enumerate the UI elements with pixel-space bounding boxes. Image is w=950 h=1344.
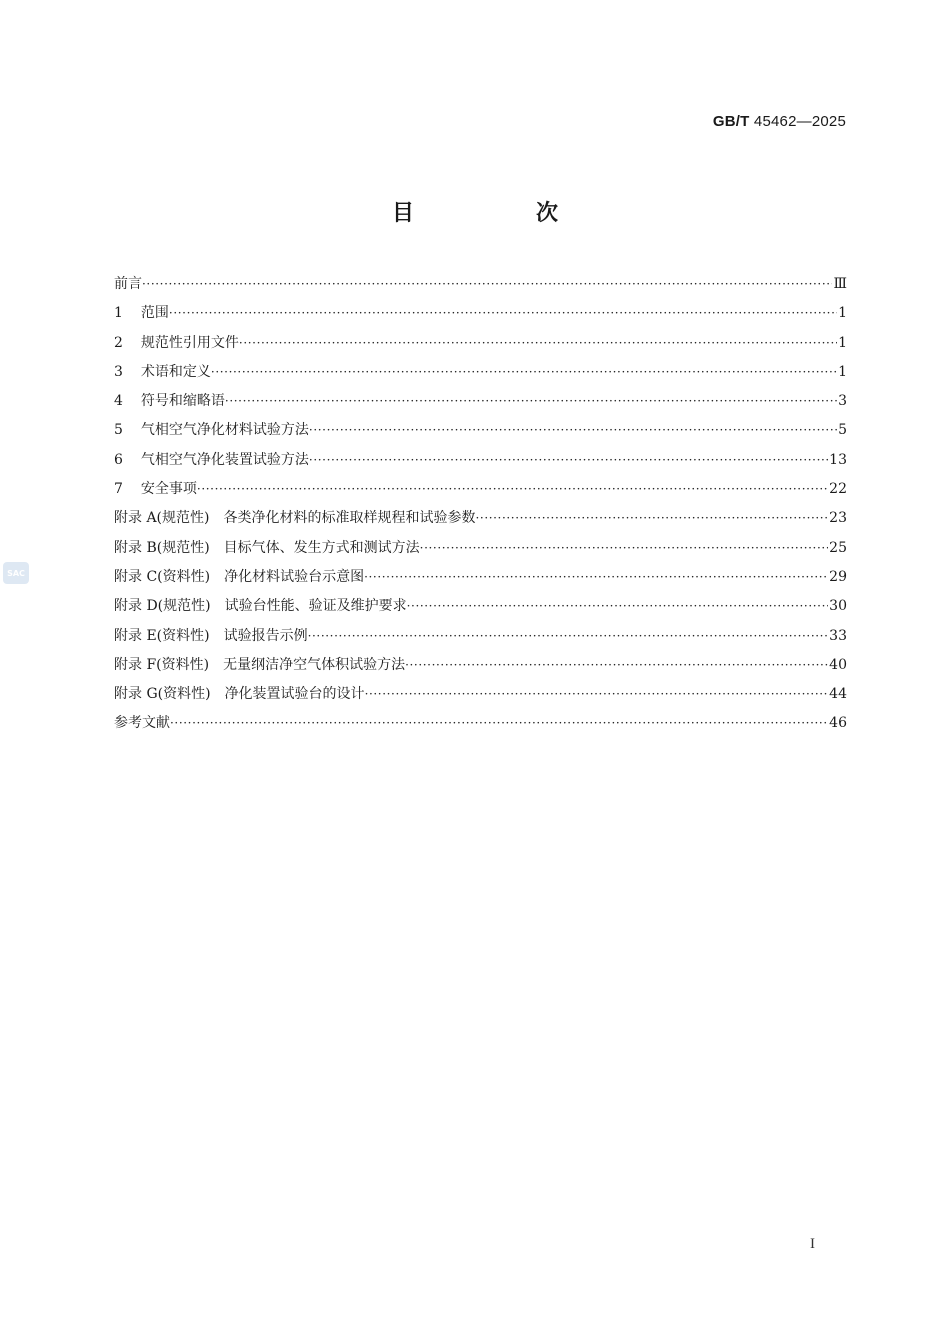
toc-entry-page: 22 [829,481,847,498]
toc-leader-dots [239,329,837,358]
toc-entry-page: 13 [829,451,847,468]
toc-entry-label: 各类净化材料的标准取样规程和试验参数 [223,510,476,527]
toc-entry-5[interactable] [114,416,847,445]
toc-entry-1[interactable] [114,299,847,328]
toc-title: 目 次 [391,201,608,226]
toc-leader-dots [405,651,828,680]
toc-leader-dots [475,504,828,533]
toc-entry-number: 附录 G(资料性) [114,686,211,703]
toc-entry-label: 规范性引用文件 [140,334,239,351]
toc-entry-number: 5 [114,422,123,439]
toc-entry-label: 气相空气净化装置试验方法 [140,451,309,468]
toc-entry-4[interactable] [114,387,847,416]
standard-code-prefix: GB/T [712,113,750,130]
toc-entry-number: 附录 B(规范性) [114,539,210,556]
toc-entry-number: 3 [114,363,123,380]
toc-entry-number: 附录 F(资料性) [114,656,210,673]
toc-entry-label: 气相空气净化材料试验方法 [140,422,309,439]
toc-entry-6[interactable] [114,446,847,475]
toc-entry-page: 29 [829,568,847,585]
toc-entry-annex-d[interactable] [114,592,847,621]
toc-entry-number: 附录 A(规范性) [114,510,210,527]
standard-code-number: 45462—2025 [753,113,846,130]
toc-entry-page: 44 [829,686,847,703]
standard-code [713,113,846,130]
page-number: I [810,1236,815,1252]
toc-leader-dots [407,592,829,621]
toc-entry-page: 33 [829,627,847,644]
toc-entry-annex-c[interactable] [114,563,847,592]
toc-leader-dots [225,387,837,416]
toc-entry-number: 7 [114,481,123,498]
toc-entry-bibliography[interactable] [114,709,847,738]
toc-entry-label: 符号和缩略语 [140,393,225,410]
toc-entry-annex-f[interactable] [114,651,847,680]
toc-entry-annex-e[interactable] [114,622,847,651]
toc-leader-dots [211,358,837,387]
toc-leader-dots [170,709,828,738]
toc-entry-page: 23 [829,510,847,527]
toc-entry-label: 无量纲洁净空气体积试验方法 [223,656,406,673]
toc-entry-annex-b[interactable] [114,534,847,563]
toc-entry-number: 1 [114,305,123,322]
toc-leader-dots [169,299,837,328]
toc-entry-page: 40 [829,656,847,673]
toc-entry-annex-g[interactable] [114,680,847,709]
toc-entry-number: 4 [114,393,123,410]
toc-entry-page: 1 [838,363,847,380]
toc-entry-page: 5 [838,422,847,439]
toc-entry-label: 试验报告示例 [223,627,308,644]
toc-entry-page: 1 [838,305,847,322]
table-of-contents [114,270,847,739]
toc-leader-dots [197,475,828,504]
toc-entry-page: 46 [829,715,847,732]
toc-entry-label: 参考文献 [114,715,170,732]
toc-entry-page: Ⅲ [833,276,847,292]
toc-leader-dots [420,534,829,563]
toc-leader-dots [142,270,832,299]
toc-leader-dots [364,563,828,592]
sac-logo-icon: SAC [3,562,29,584]
toc-leader-dots [309,446,828,475]
toc-entry-annex-a[interactable] [114,504,847,533]
toc-entry-number: 2 [114,334,123,351]
toc-entry-label: 净化装置试验台的设计 [224,686,365,703]
toc-entry-label: 前言 [114,276,142,292]
toc-entry-page: 30 [829,598,847,615]
toc-entry-label: 安全事项 [140,481,197,498]
toc-entry-7[interactable] [114,475,847,504]
toc-entry-label: 范围 [140,305,169,322]
toc-leader-dots [365,680,829,709]
toc-entry-2[interactable] [114,329,847,358]
toc-leader-dots [309,416,837,445]
toc-entry-number: 附录 D(规范性) [114,598,211,615]
toc-entry-page: 25 [829,539,847,556]
toc-entry-label: 净化材料试验台示意图 [224,568,365,585]
toc-entry-number: 附录 C(资料性) [114,568,211,585]
toc-entry-foreword[interactable] [114,270,847,299]
toc-entry-label: 试验台性能、验证及维护要求 [224,598,407,615]
toc-entry-page: 1 [838,334,847,351]
toc-entry-page: 3 [838,393,847,410]
toc-entry-label: 目标气体、发生方式和测试方法 [223,539,420,556]
toc-entry-number: 6 [114,451,123,468]
toc-entry-label: 术语和定义 [140,363,211,380]
toc-leader-dots [308,622,829,651]
toc-entry-3[interactable] [114,358,847,387]
toc-entry-number: 附录 E(资料性) [114,627,210,644]
